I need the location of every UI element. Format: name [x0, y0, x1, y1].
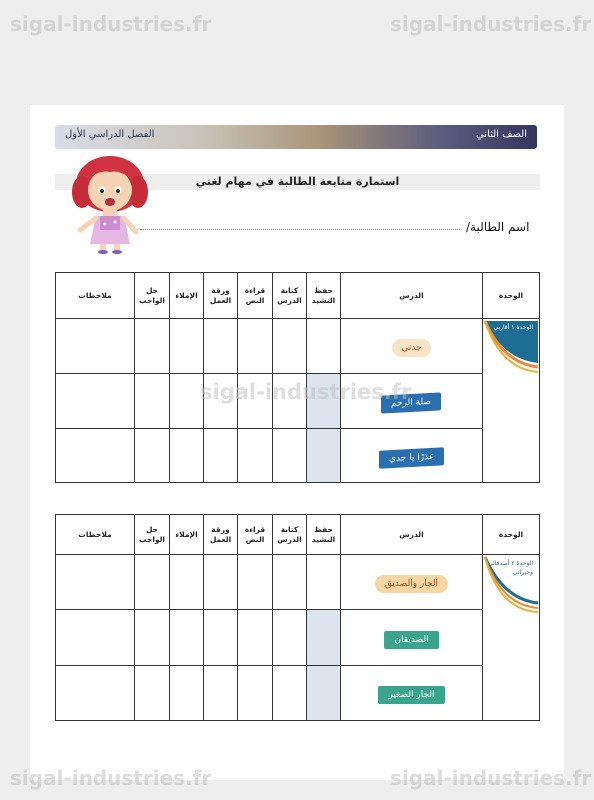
name-line — [140, 229, 460, 230]
lesson-badge: الصديقان — [384, 631, 438, 649]
col-homework: حل الواجب — [135, 515, 170, 555]
cell[interactable] — [204, 555, 238, 610]
col-anthem: حفظ النشيد — [307, 515, 341, 555]
cell[interactable] — [273, 610, 307, 666]
cell[interactable] — [238, 666, 273, 721]
cell[interactable] — [135, 429, 170, 483]
cell[interactable] — [135, 610, 170, 666]
lesson-badge: جدتي — [392, 339, 430, 357]
col-worksheet: ورقة العمل — [204, 515, 238, 555]
col-lesson-writing: كتابة الدرس — [273, 273, 307, 319]
cell[interactable] — [307, 555, 341, 610]
girl-illustration — [70, 152, 150, 254]
shaded-cell — [307, 666, 341, 721]
lesson-badge: صلة الرحم — [381, 392, 441, 413]
cell[interactable] — [170, 429, 204, 483]
lesson-badge: عذرًا يا جدي — [379, 447, 444, 468]
col-lesson-writing: كتابة الدرس — [273, 515, 307, 555]
cell[interactable] — [273, 555, 307, 610]
cell[interactable] — [56, 666, 135, 721]
cell[interactable] — [273, 429, 307, 483]
header-band — [55, 125, 537, 149]
lesson-cell — [341, 666, 483, 721]
col-homework: حل الواجب — [135, 273, 170, 319]
col-worksheet: ورقة العمل — [204, 273, 238, 319]
cell[interactable] — [135, 666, 170, 721]
col-unit: الوحدة — [483, 273, 540, 319]
shaded-cell — [307, 610, 341, 666]
cell[interactable] — [56, 555, 135, 610]
col-unit: الوحدة — [483, 515, 540, 555]
cell[interactable] — [135, 319, 170, 374]
cell[interactable] — [204, 666, 238, 721]
cell[interactable] — [170, 555, 204, 610]
cell[interactable] — [135, 555, 170, 610]
lesson-cell — [341, 429, 483, 483]
cell[interactable] — [307, 319, 341, 374]
watermark: sigal-industries.fr — [390, 766, 592, 790]
cell[interactable] — [56, 319, 135, 374]
cell[interactable] — [170, 374, 204, 429]
student-name-label: اسم الطالبة/ — [466, 220, 530, 234]
col-reading: قراءة النص — [238, 515, 273, 555]
cell[interactable] — [170, 319, 204, 374]
unit-label: الوحدة ٢ أصدقائي وجيراني — [488, 560, 533, 576]
lesson-cell — [341, 555, 483, 610]
cell[interactable] — [238, 555, 273, 610]
grade-label: الصف الثاني — [475, 129, 527, 140]
unit-cell — [483, 555, 540, 721]
unit-label: الوحدة ١ أقاربي — [493, 324, 533, 331]
lesson-cell — [341, 610, 483, 666]
col-lesson: الدرس — [341, 515, 483, 555]
tracking-table-unit-1 — [55, 272, 540, 483]
cell[interactable] — [56, 429, 135, 483]
col-dictation: الإملاء — [170, 273, 204, 319]
tracking-table-unit-2 — [55, 514, 540, 721]
col-lesson: الدرس — [341, 273, 483, 319]
cell[interactable] — [238, 319, 273, 374]
watermark: sigal-industries.fr — [10, 766, 212, 790]
cell[interactable] — [204, 610, 238, 666]
lesson-cell — [341, 319, 483, 374]
cell[interactable] — [135, 374, 170, 429]
cell[interactable] — [273, 666, 307, 721]
cell[interactable] — [56, 610, 135, 666]
shaded-cell — [307, 429, 341, 483]
cell[interactable] — [170, 666, 204, 721]
cell[interactable] — [56, 374, 135, 429]
cell[interactable] — [238, 429, 273, 483]
watermark: sigal-industries.fr — [200, 380, 412, 404]
col-reading: قراءة النص — [238, 273, 273, 319]
watermark: sigal-industries.fr — [390, 12, 592, 36]
col-anthem: حفظ النشيد — [307, 273, 341, 319]
cell[interactable] — [238, 610, 273, 666]
unit-cell — [483, 319, 540, 483]
cell[interactable] — [273, 319, 307, 374]
col-dictation: الإملاء — [170, 515, 204, 555]
watermark: sigal-industries.fr — [10, 12, 212, 36]
cell[interactable] — [170, 610, 204, 666]
cell[interactable] — [204, 429, 238, 483]
page-title: استمارة متابعة الطالبة في مهام لغتي — [195, 175, 400, 188]
col-notes: ملاحظات — [56, 273, 135, 319]
cell[interactable] — [204, 319, 238, 374]
col-notes: ملاحظات — [56, 515, 135, 555]
lesson-badge: الجار الصغير — [378, 686, 444, 704]
lesson-badge: الجار والصديق — [375, 575, 448, 593]
semester-label: الفصل الدراسي الأول — [65, 129, 155, 140]
